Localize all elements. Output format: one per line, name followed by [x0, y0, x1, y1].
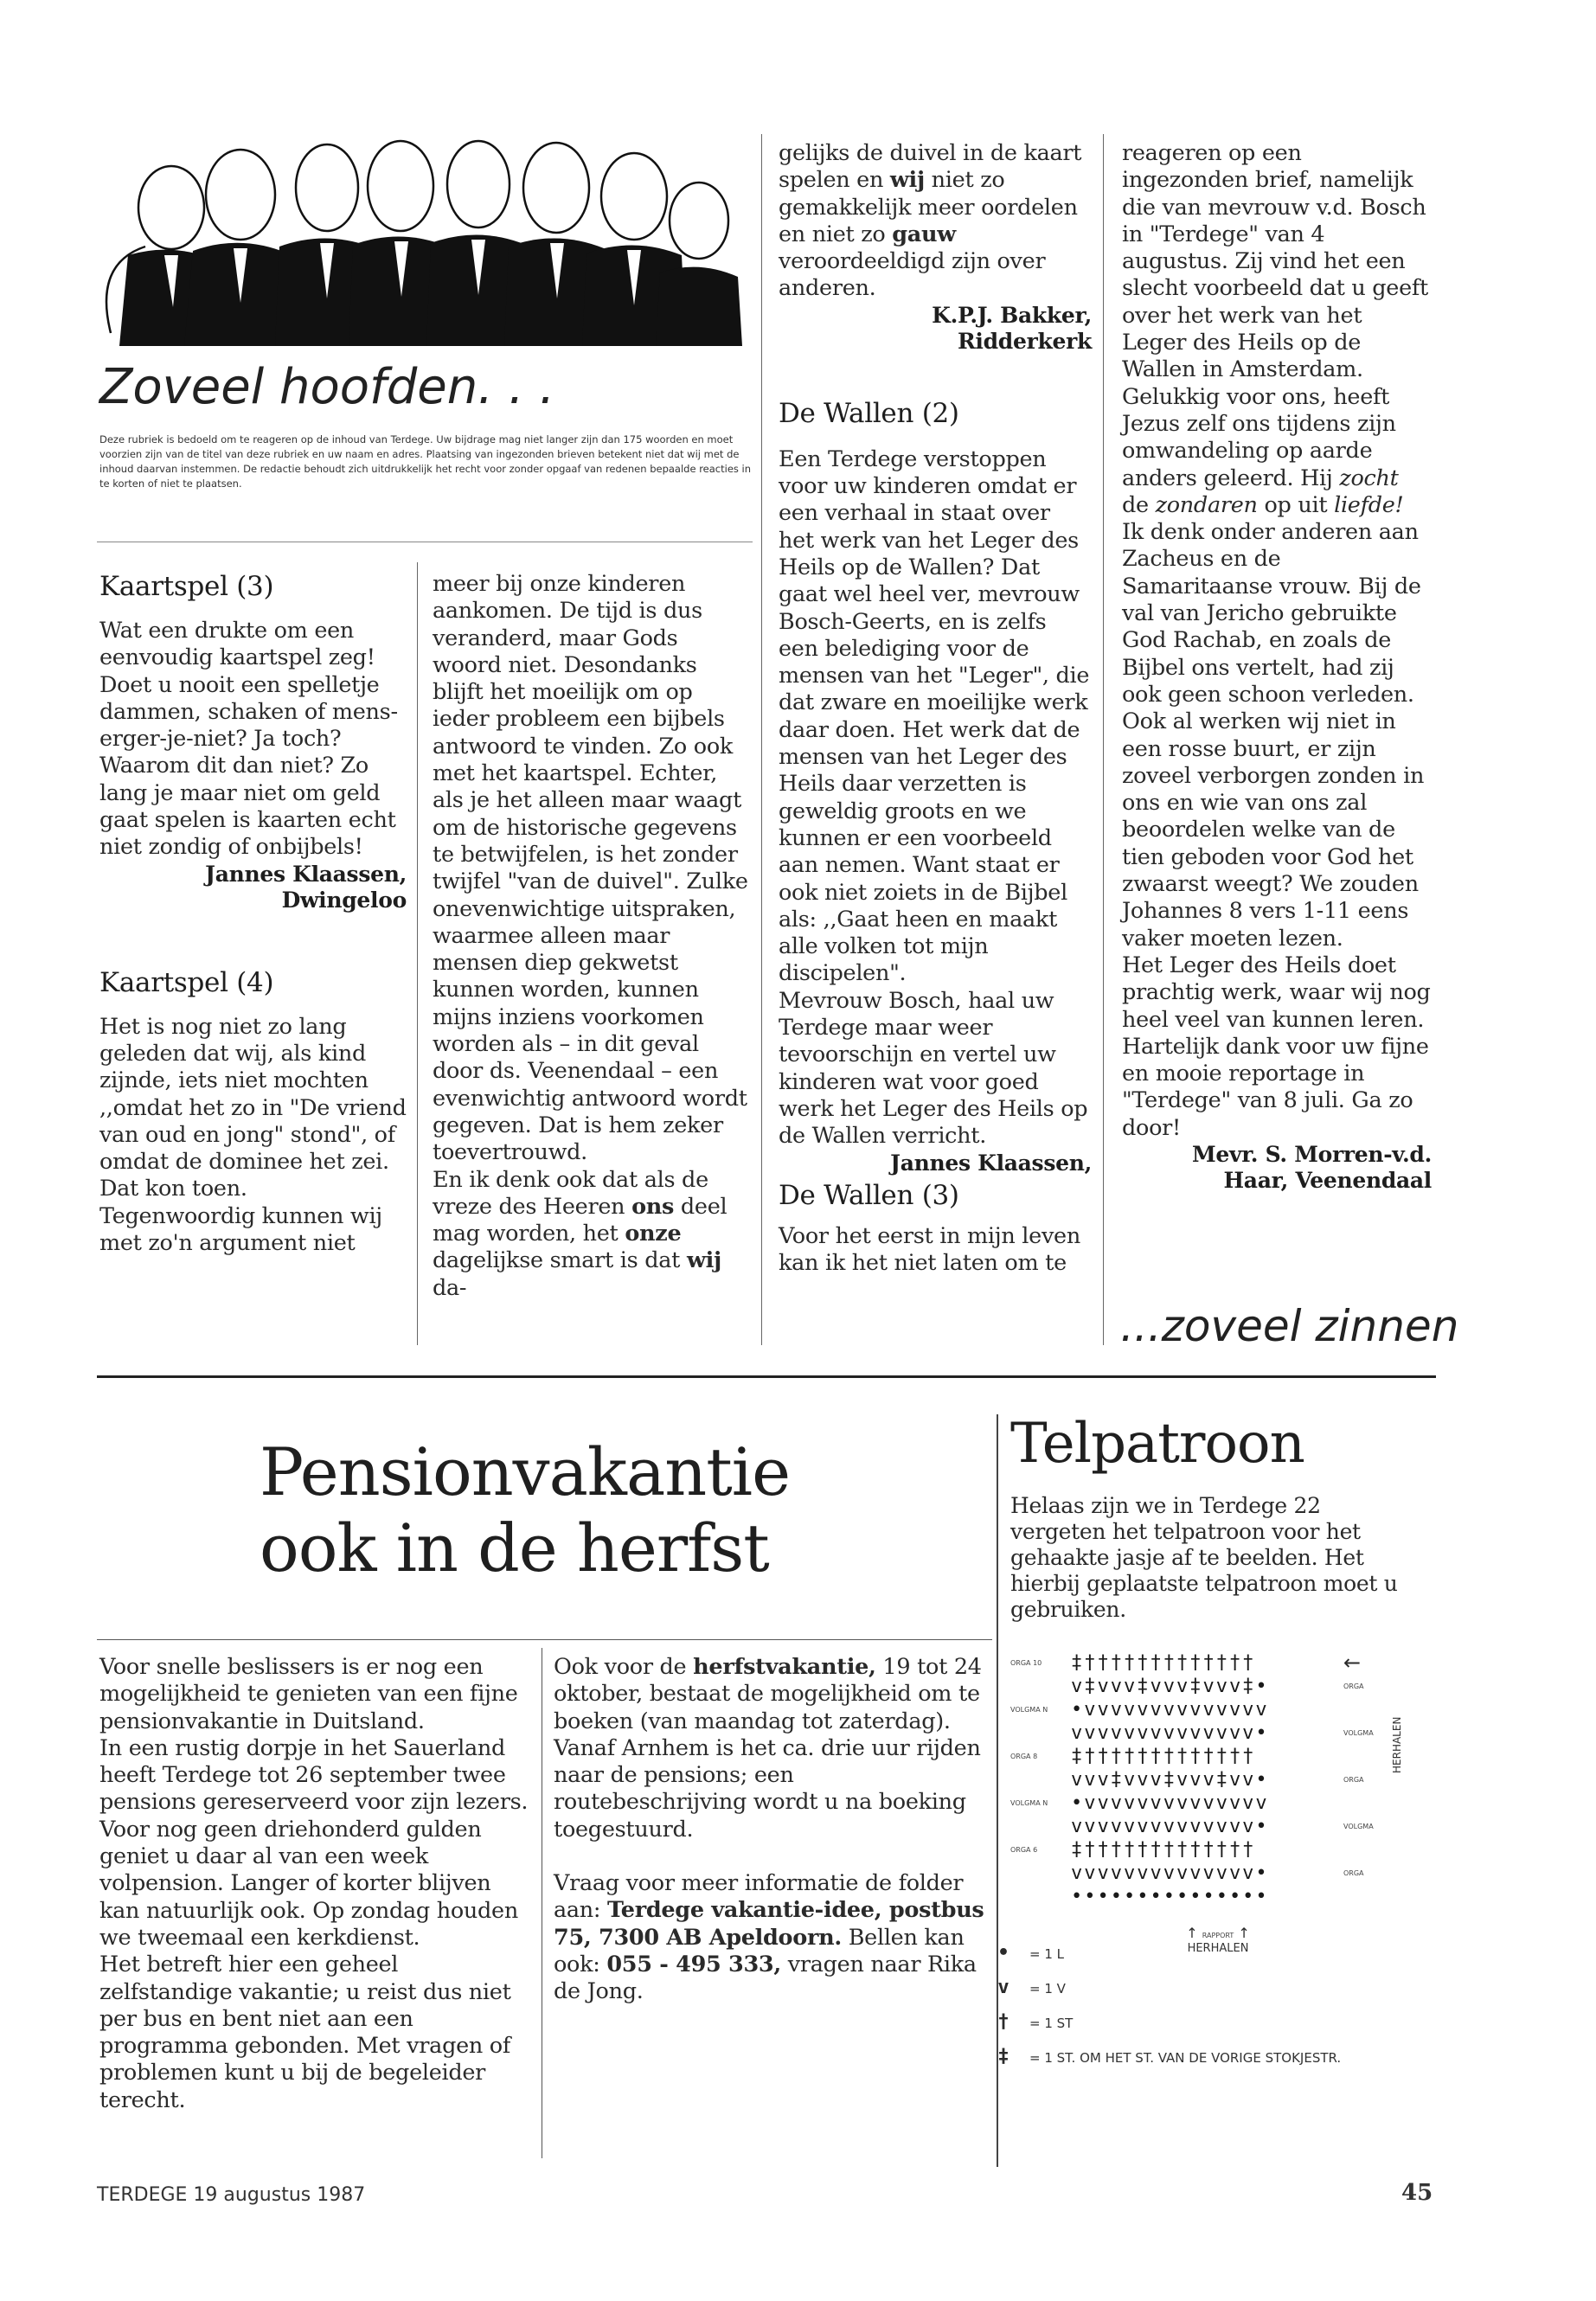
- column-1: [99, 571, 407, 1257]
- row-stitches: ‡†††††††††††††: [1071, 1652, 1256, 1674]
- pension-left-column: [99, 1654, 532, 2114]
- wallen-2-signature: Jannes Klaassen,: [890, 1150, 1092, 1176]
- arrow-up-icon: ↑: [1186, 1925, 1198, 1941]
- pension-left-p3: Het betreft hier een geheel zelfstandige vakantie; u reist dus niet per bus en bent niet aan een programma gebonden. Met vragen of problemen kunt u bij de begeleider terecht.: [99, 1952, 511, 2113]
- text-run: 19 tot 24 oktober, bestaat de mogelijkheid om te boeken (van maandag tot zaterdag).: [554, 1654, 982, 1734]
- text-run: Vraag voor meer informatie de folder aan:: [554, 1870, 964, 1924]
- text-run: veroordeeldigd zijn over anderen.: [779, 248, 1046, 302]
- text-run: Ook voor de: [554, 1654, 694, 1680]
- column-2: [433, 571, 748, 1302]
- column-rule: [1103, 134, 1104, 1345]
- bold-run: ons: [631, 1193, 675, 1220]
- bold-run: 055 - 495 333,: [606, 1951, 781, 1977]
- repeat-marker: [1157, 1927, 1279, 1955]
- row-left-label: ORGA 6: [1010, 1846, 1038, 1854]
- pension-left-p1: Voor snelle beslissers is er nog een mogelijkheid te genieten van een fijne pensionvakantie in Duitsland.: [99, 1654, 518, 1734]
- row-stitches: •vvvvvvvvvvvvvv: [1071, 1792, 1269, 1814]
- kaartspel-4-body: Het is nog niet zo lang geleden dat wij, als kind zijnde, iets niet mochten ,,omdat het zo in "De vriend van oud en jong" stond", of omdat de dominee het zei. Dat kon toen. Tegenwoordig kunnen wij met zo'n argument niet: [99, 1013, 407, 1257]
- row-stitches: •••••••••••••••: [1071, 1886, 1269, 1907]
- column-3-top-body: [779, 140, 1092, 303]
- column-4-p2: [1122, 384, 1432, 709]
- row-right-label: ORGA: [1343, 1776, 1364, 1784]
- pattern-row: [1010, 1839, 1417, 1862]
- arrow-left-icon: ←: [1343, 1650, 1362, 1675]
- row-stitches: vvvvvvvvvvvvvv•: [1071, 1722, 1269, 1744]
- row-stitches: vvv‡vvv‡vvv‡vv•: [1071, 1769, 1269, 1791]
- text-run: niet zo gemakkelijk meer oordelen en niet zo: [779, 167, 1078, 247]
- text-run: En ik denk ook dat als de vreze des Heeren: [433, 1166, 708, 1220]
- column-2-body-cont: [433, 1167, 748, 1302]
- column-rule: [761, 134, 762, 1345]
- text-run: gelijks de duivel in de kaart spelen en: [779, 140, 1082, 194]
- signature-name: Jannes Klaassen,: [205, 861, 407, 887]
- bold-run: herfstvakantie,: [693, 1654, 876, 1680]
- column-4-p3: Ook al werken wij niet in een rosse buurt, er zijn zoveel verborgen zonden in ons en wie van ons zal beoordelen welke van de tien geboden voor God het zwaarst weegt? We zouden Johannes 8 vers 1-11 eens vaker moeten lezen.: [1122, 708, 1425, 952]
- legend-symbol: •: [997, 1942, 1010, 1964]
- column-2-body: meer bij onze kinderen aankomen. De tijd is dus veranderd, maar Gods woord niet. Desondanks blijft het moeilijk om op ieder probleem een bijbels antwoord te vinden. Zo ook met het kaartspel. Echter, als je het alleen maar waagt om de historische gegevens te betwijfelen, is het zonder twijfel "van de duivel". Zulke onevenwichtige uitspraken, waarmee alleen maar mensen diep gekwetst kunnen worden, kunnen mijns inziens voorkomen worden als – in dit geval door ds. Veenendaal – een evenwichtig antwoord wordt gegeven. Dat is hem zeker toevertrouwd.: [433, 571, 748, 1166]
- text-run: Gelukkig voor ons, heeft Jezus zelf ons tijdens zijn omwandeling op aarde anders geleerd. Hij: [1122, 383, 1396, 491]
- column-4-signature: [1122, 1142, 1432, 1194]
- legend-symbol: ‡: [997, 2046, 1010, 2067]
- pension-right-column: [554, 1654, 986, 2006]
- legend-item: [986, 2046, 1341, 2067]
- closing-title: ...zoveel zinnen: [1120, 1301, 1459, 1351]
- pattern-row: [1010, 1862, 1417, 1885]
- page-number: 45: [1401, 2180, 1433, 2206]
- text-run: deel mag worden, het: [433, 1193, 727, 1247]
- column-4-p1: reageren op een ingezonden brief, namelijk die van mevrouw v.d. Bosch in "Terdege" van 4 augustus. Zij vind het een slecht voorbeeld dat u geeft over het werk van het Leger des Heils op de Wallen in Amsterdam.: [1122, 140, 1428, 383]
- row-right-label: VOLGMA: [1343, 1729, 1374, 1737]
- text-run: da-: [433, 1274, 467, 1301]
- pattern-row: [1010, 1746, 1417, 1768]
- pension-title: [260, 1434, 882, 1586]
- signature-place: Dwingeloo: [281, 887, 407, 913]
- column-4-p4: Het Leger des Heils doet prachtig werk, waar wij nog heel veel van kunnen leren. Hartelijk dank voor uw fijne en mooie reportage in "Terdege" van 8 juli. Ga zo door!: [1122, 952, 1431, 1141]
- text-run: op uit: [1257, 491, 1335, 518]
- section-divider: [97, 1375, 1436, 1378]
- bold-run: onze: [625, 1221, 682, 1247]
- pattern-row: [1010, 1886, 1417, 1908]
- legend-item: [986, 1977, 1066, 1998]
- row-right-label: ORGA: [1343, 1869, 1364, 1877]
- signature-place: Ridderkerk: [957, 328, 1092, 354]
- arrow-up-icon: ↑: [1238, 1925, 1250, 1941]
- row-stitches: v‡vvv‡vvv‡vvv‡•: [1071, 1676, 1269, 1697]
- intro-text: Deze rubriek is bedoeld om te reageren op de inhoud van Terdege. Uw bijdrage mag niet langer zijn dan 175 woorden en moet voorzien zijn van de titel van deze rubriek en uw naam en adres. Plaatsing van ingezonden brieven betekent niet dat wij met de inhoud daarvan instemmen. De redactie behoudt zich uitdrukkelijk het recht voor zonder opgaaf van redenen bepaalde reacties in te korten of niet te plaatsen.: [99, 433, 752, 490]
- side-label: HERHALEN: [1391, 1716, 1403, 1773]
- pension-title-line-2: ook in de herfst: [260, 1509, 769, 1586]
- bold-run: gauw: [892, 221, 956, 247]
- pension-title-line-1: Pensionvakantie: [260, 1433, 791, 1510]
- pattern-row: [1010, 1792, 1417, 1815]
- kaartspel-3-heading: Kaartspel (3): [99, 571, 274, 602]
- telpatroon-body: Helaas zijn we in Terdege 22 vergeten het telpatroon voor het gehaakte jasje af te beelden. Het hierbij geplaatste telpatroon moet u gebruiken.: [1010, 1493, 1398, 1622]
- column-3: [779, 140, 1092, 1277]
- repeat-bottom-label: HERHALEN: [1187, 1942, 1249, 1955]
- text-run: Bellen kan ook:: [554, 1924, 965, 1977]
- row-right-label: ORGA: [1343, 1682, 1364, 1690]
- row-left-label: VOLGMA N: [1010, 1706, 1048, 1714]
- text-run: dagelijkse smart is dat: [433, 1247, 687, 1274]
- legend-text: = 1 ST: [1029, 2016, 1074, 2031]
- row-stitches: ‡†††††††††††††: [1071, 1746, 1256, 1767]
- repeat-small-label: RAPPORT: [1202, 1932, 1234, 1939]
- legend-text: = 1 V: [1029, 1981, 1066, 1997]
- pension-right-p3: [554, 1870, 986, 2005]
- bold-run: wij: [686, 1247, 721, 1274]
- column-3-top-signature: [779, 303, 1092, 355]
- pattern-row: [1010, 1769, 1417, 1791]
- legend-text: = 1 ST. OM HET ST. VAN DE VORIGE STOKJESTR.: [1029, 2050, 1342, 2066]
- repeat-label-vertical: [1391, 1687, 1403, 1773]
- text-run: de: [1122, 491, 1156, 518]
- text-run: Ik denk onder anderen aan Zacheus en de Samaritaanse vrouw. Bij de val van Jericho gebruikte God Rachab, en zoals de Bijbel ons vertelt, had zij ook geen schoon verleden.: [1122, 519, 1421, 708]
- legend-item: [986, 1942, 1064, 1964]
- row-stitches: •vvvvvvvvvvvvvv: [1071, 1699, 1269, 1721]
- footer-publication: TERDEGE 19 augustus 1987: [97, 2184, 366, 2206]
- kaartspel-3-body: Wat een drukte om een eenvoudig kaartspel zeg! Doet u nooit een spelletje dammen, schaken of mens-erger-je-niet? Ja toch? Waarom dit dan niet? Zo lang je maar niet om geld gaat spelen is kaarten echt niet zondig of onbijbels!: [99, 618, 398, 861]
- pattern-row: [1010, 1816, 1417, 1838]
- pension-left-p2: In een rustig dorpje in het Sauerland heeft Terdege tot 26 september twee pensions gereserveerd voor zijn lezers. Voor nog geen driehonderd gulden geniet u daar al van een week volpension. Langer of korter blijven kan natuurlijk ook. Op zondag houden we tweemaal een kerkdienst.: [99, 1734, 529, 1951]
- signature-name: Mevr. S. Morren-v.d.: [1191, 1141, 1432, 1167]
- pension-right-p1: [554, 1654, 986, 1735]
- column-rule: [417, 562, 418, 1345]
- signature-place: Haar, Veenendaal: [1223, 1167, 1432, 1193]
- text-run: vragen naar Rika de Jong.: [554, 1951, 977, 2005]
- pension-right-p2: Vanaf Arnhem is het ca. drie uur rijden naar de pensions; een routebeschrijving wordt u na boeking toegestuurd.: [554, 1734, 981, 1843]
- kaartspel-4-heading: Kaartspel (4): [99, 966, 274, 998]
- legend-symbol: †: [997, 2011, 1010, 2033]
- italic-run: liefde!: [1334, 491, 1404, 518]
- row-stitches: vvvvvvvvvvvvvv•: [1071, 1862, 1269, 1884]
- row-left-label: ORGA 10: [1010, 1659, 1042, 1667]
- crowd-of-heads-icon: [93, 134, 751, 368]
- signature-name: K.P.J. Bakker,: [932, 302, 1092, 328]
- bold-run: Terdege vakantie-idee, postbus 75, 7300 AB Apeldoorn.: [554, 1897, 984, 1951]
- wallen-2-heading: De Wallen (2): [779, 397, 959, 429]
- row-left-label: VOLGMA N: [1010, 1799, 1048, 1807]
- pension-rule: [97, 1639, 992, 1640]
- italic-run: zocht: [1339, 465, 1399, 491]
- header-illustration: [93, 134, 751, 368]
- wallen-2-body: Een Terdege verstoppen voor uw kinderen omdat er een verhaal in staat over het werk van het Leger des Heils op de Wallen? Dat gaat wel heel ver, mevrouw Bosch-Geerts, en is zelfs een belediging voor de mensen van het "Leger", die dat zware en moeilijke werk daar doen. Het werk dat de mensen van het Leger des Heils daar verzetten is geweldig groots en we kunnen er een voorbeeld aan nemen. Want staat er ook niet zoiets in de Bijbel als: ,,Gaat heen en maakt alle volken tot mijn discipelen".: [779, 445, 1090, 987]
- italic-run: zondaren: [1155, 491, 1258, 518]
- wallen-3-body: Voor het eerst in mijn leven kan ik het niet laten om te: [779, 1222, 1080, 1276]
- pattern-row: [1010, 1699, 1417, 1721]
- legend-text: = 1 L: [1029, 1946, 1065, 1962]
- pattern-row: [1010, 1676, 1417, 1698]
- legend-symbol: v: [997, 1977, 1010, 1998]
- column-4: [1122, 140, 1432, 1194]
- pattern-row: [1010, 1652, 1417, 1675]
- row-stitches: ‡†††††††††††††: [1071, 1839, 1256, 1861]
- telpatroon-title: Telpatroon: [1010, 1412, 1304, 1476]
- wallen-3-heading: De Wallen (3): [779, 1179, 959, 1211]
- bold-run: wij: [889, 167, 925, 194]
- row-stitches: vvvvvvvvvvvvvv•: [1071, 1816, 1269, 1837]
- kaartspel-3-signature: [99, 862, 407, 913]
- legend-item: [986, 2011, 1073, 2033]
- row-right-label: VOLGMA: [1343, 1823, 1374, 1830]
- pattern-row: [1010, 1722, 1417, 1745]
- repeat-arrows: [1157, 1927, 1279, 1942]
- wallen-2-body-2: Mevrouw Bosch, haal uw Terdege maar weer tevoorschijn en vertel uw kinderen wat voor goed werk het Leger des Heils op de Wallen verricht.: [779, 987, 1088, 1150]
- row-left-label: ORGA 8: [1010, 1753, 1038, 1760]
- section-title: Zoveel hoofden. . .: [99, 359, 555, 415]
